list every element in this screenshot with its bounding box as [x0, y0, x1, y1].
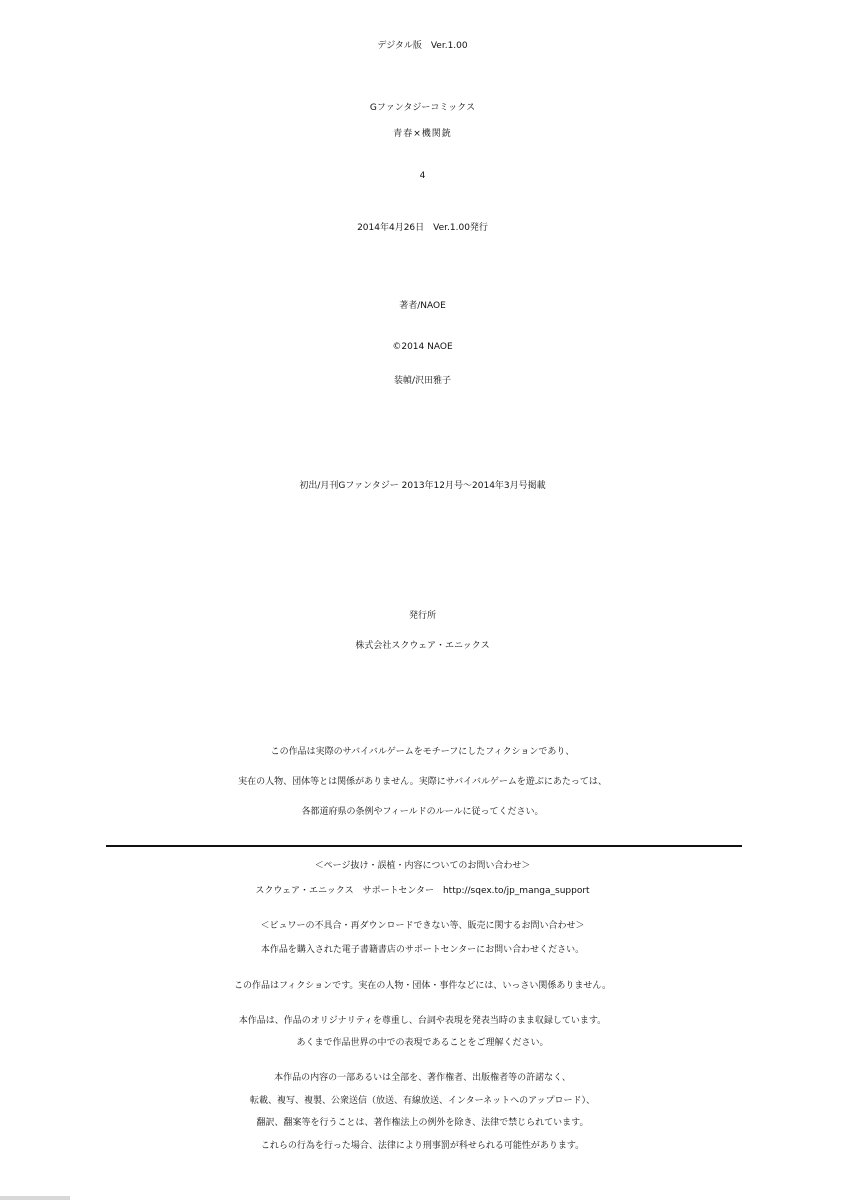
inquiry-heading: ＜ページ抜け・誤植・内容についてのお問い合わせ＞ [314, 861, 531, 871]
edition-version: デジタル版 Ver.1.00 [377, 41, 468, 51]
legal-line: これらの行為を行った場合、法律により刑事罰が科せられる可能性があります。 [260, 1141, 585, 1151]
copyright-line: ©2014 NAOE [392, 342, 453, 352]
imprint-label: Gファンタジーコミックス [369, 103, 476, 113]
legal-line: 翻訳、翻案等を行うことは、著作権法上の例外を除き、法律で禁じられています。 [256, 1118, 589, 1128]
volume-number: 4 [419, 171, 426, 181]
legal-line: この作品はフィクションです。実在の人物・団体・事件などには、いっさい関係ありません。 [234, 981, 611, 991]
viewer-inquiry-line: 本作品を購入された電子書籍書店のサポートセンターにお問い合わせください。 [260, 945, 585, 955]
publication-date: 2014年4月26日 Ver.1.00発行 [357, 223, 488, 233]
support-center-line: スクウェア・エニックス サポートセンター http://sqex.to/jp_manga_support [255, 886, 590, 896]
legal-line: 本作品は、作品のオリジナリティを尊重し、台詞や表現を発表当時のまま収録しています。 [238, 1016, 607, 1026]
scan-edge-mark [0, 1196, 70, 1200]
publisher-label: 発行所 [408, 611, 436, 621]
publisher-name: 株式会社スクウェア・エニックス [355, 641, 490, 651]
notice-line: 実在の人物、団体等とは関係がありません。実際にサバイバルゲームを遊ぶにあたっては、 [238, 777, 607, 787]
legal-line: あくまで作品世界の中での表現であることをご理解ください。 [296, 1038, 549, 1048]
viewer-inquiry-heading: ＜ビュワーの不具合・再ダウンロードできない等、販売に関するお問い合わせ＞ [260, 921, 585, 931]
design-credit: 装幀/沢田雅子 [393, 376, 452, 386]
legal-line: 転載、複写、複製、公衆送信（放送、有線放送、インターネットへのアップロード）、 [249, 1096, 596, 1106]
notice-line: 各都道府県の条例やフィールドのルールに従ってください。 [301, 807, 544, 817]
author-credit: 著者/NAOE [399, 301, 446, 311]
book-title: 青春×機関銃 [393, 129, 452, 139]
legal-line: 本作品の内容の一部あるいは全部を、著作権者、出版権者等の許諾なく、 [274, 1073, 571, 1083]
first-appearance: 初出/月刊Gファンタジー 2013年12月号～2014年3月号掲載 [299, 481, 546, 491]
divider-rule [106, 845, 742, 847]
notice-line: この作品は実際のサバイバルゲームをモチーフにしたフィクションであり、 [270, 747, 575, 757]
